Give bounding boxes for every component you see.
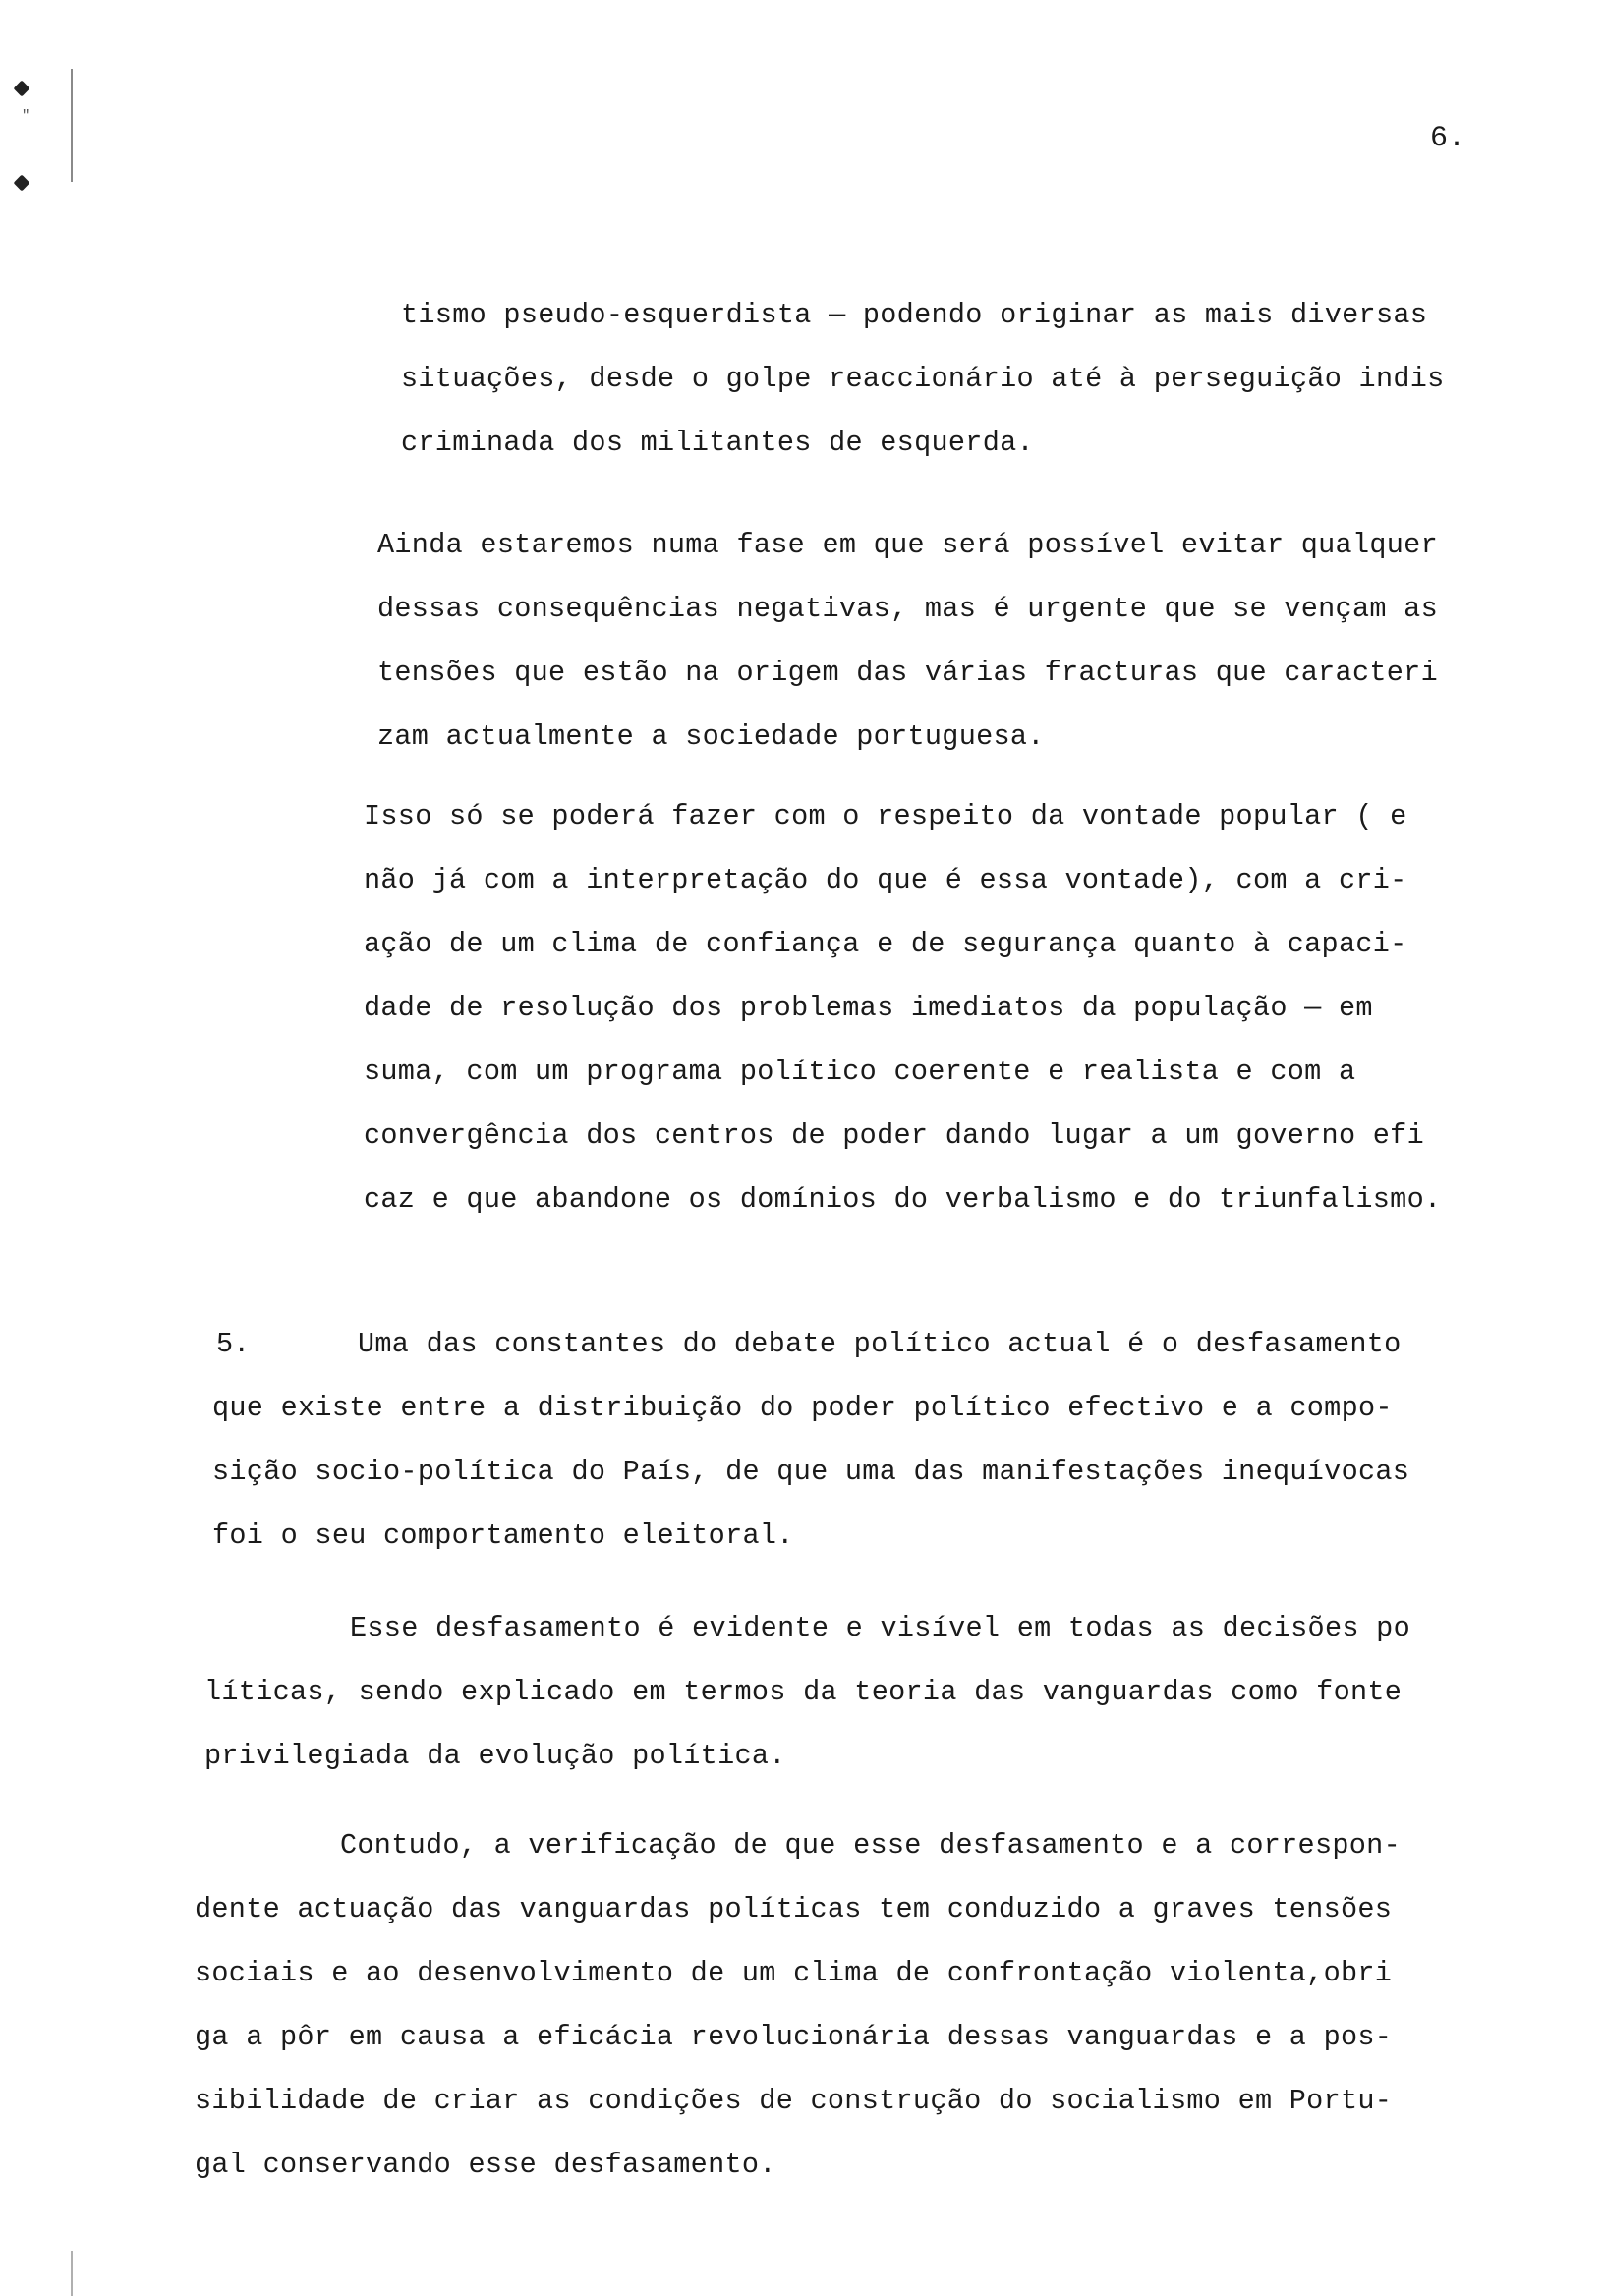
text-line: caz e que abandone os domínios do verbalismo e do triunfalismo.	[364, 1183, 1442, 1216]
text-line: convergência dos centros de poder dando lugar a um governo efi	[364, 1119, 1424, 1152]
text-line: dade de resolução dos problemas imediatos da população — em	[364, 992, 1373, 1024]
section-number: 5.	[216, 1328, 251, 1360]
text-line: dente actuação das vanguardas políticas tem conduzido a graves tensões	[195, 1893, 1393, 1925]
text-line: ação de um clima de confiança e de segurança quanto à capaci-	[364, 928, 1407, 960]
paragraph	[204, 1596, 1410, 1788]
binding-line	[71, 69, 73, 182]
paragraph	[212, 1312, 1409, 1568]
paragraph	[364, 784, 1441, 1232]
text-line: sociais e ao desenvolvimento de um clima de confrontação violenta,obri	[195, 1957, 1393, 1989]
text-line: líticas, sendo explicado em termos da teoria das vanguardas como fonte	[204, 1676, 1403, 1708]
punch-hole-mark-small: "	[22, 108, 30, 124]
text-line: não já com a interpretação do que é essa vontade), com a cri-	[364, 864, 1407, 896]
text-line: situações, desde o golpe reaccionário até à perseguição indis	[401, 363, 1445, 395]
paragraph	[377, 513, 1438, 769]
paragraph	[401, 283, 1445, 475]
text-line: zam actualmente a sociedade portuguesa.	[377, 720, 1045, 753]
punch-hole-mark	[14, 81, 30, 97]
text-line: ga a pôr em causa a eficácia revolucionária dessas vanguardas e a pos-	[195, 2021, 1393, 2053]
text-line: que existe entre a distribuição do poder político efectivo e a compo-	[212, 1392, 1393, 1424]
text-line: foi o seu comportamento eleitoral.	[212, 1520, 794, 1552]
text-line: privilegiada da evolução política.	[204, 1740, 786, 1772]
text-line: gal conservando esse desfasamento.	[195, 2149, 776, 2181]
text-line: sibilidade de criar as condições de construção do socialismo em Portu-	[195, 2085, 1393, 2117]
text-line: Esse desfasamento é evidente e visível em todas as decisões po	[350, 1612, 1410, 1644]
page-number: 6.	[1430, 122, 1466, 155]
punch-hole-mark	[14, 175, 30, 192]
text-line: suma, com um programa político coerente e realista e com a	[364, 1056, 1356, 1088]
text-line: dessas consequências negativas, mas é urgente que se vençam as	[377, 593, 1438, 625]
text-line: Contudo, a verificação de que esse desfasamento e a correspon-	[340, 1829, 1401, 1862]
text-line: sição socio-política do País, de que uma das manifestações inequívocas	[212, 1456, 1410, 1488]
binding-line-bottom	[71, 2251, 73, 2296]
text-line: Uma das constantes do debate político actual é o desfasamento	[358, 1328, 1402, 1360]
text-line: tismo pseudo-esquerdista — podendo originar as mais diversas	[401, 299, 1428, 331]
text-line: Isso só se poderá fazer com o respeito da vontade popular ( e	[364, 800, 1407, 832]
paragraph	[195, 1813, 1401, 2197]
text-line: Ainda estaremos numa fase em que será possível evitar qualquer	[377, 529, 1438, 561]
text-line: criminada dos militantes de esquerda.	[401, 427, 1034, 459]
text-line: tensões que estão na origem das várias fracturas que caracteri	[377, 657, 1438, 689]
